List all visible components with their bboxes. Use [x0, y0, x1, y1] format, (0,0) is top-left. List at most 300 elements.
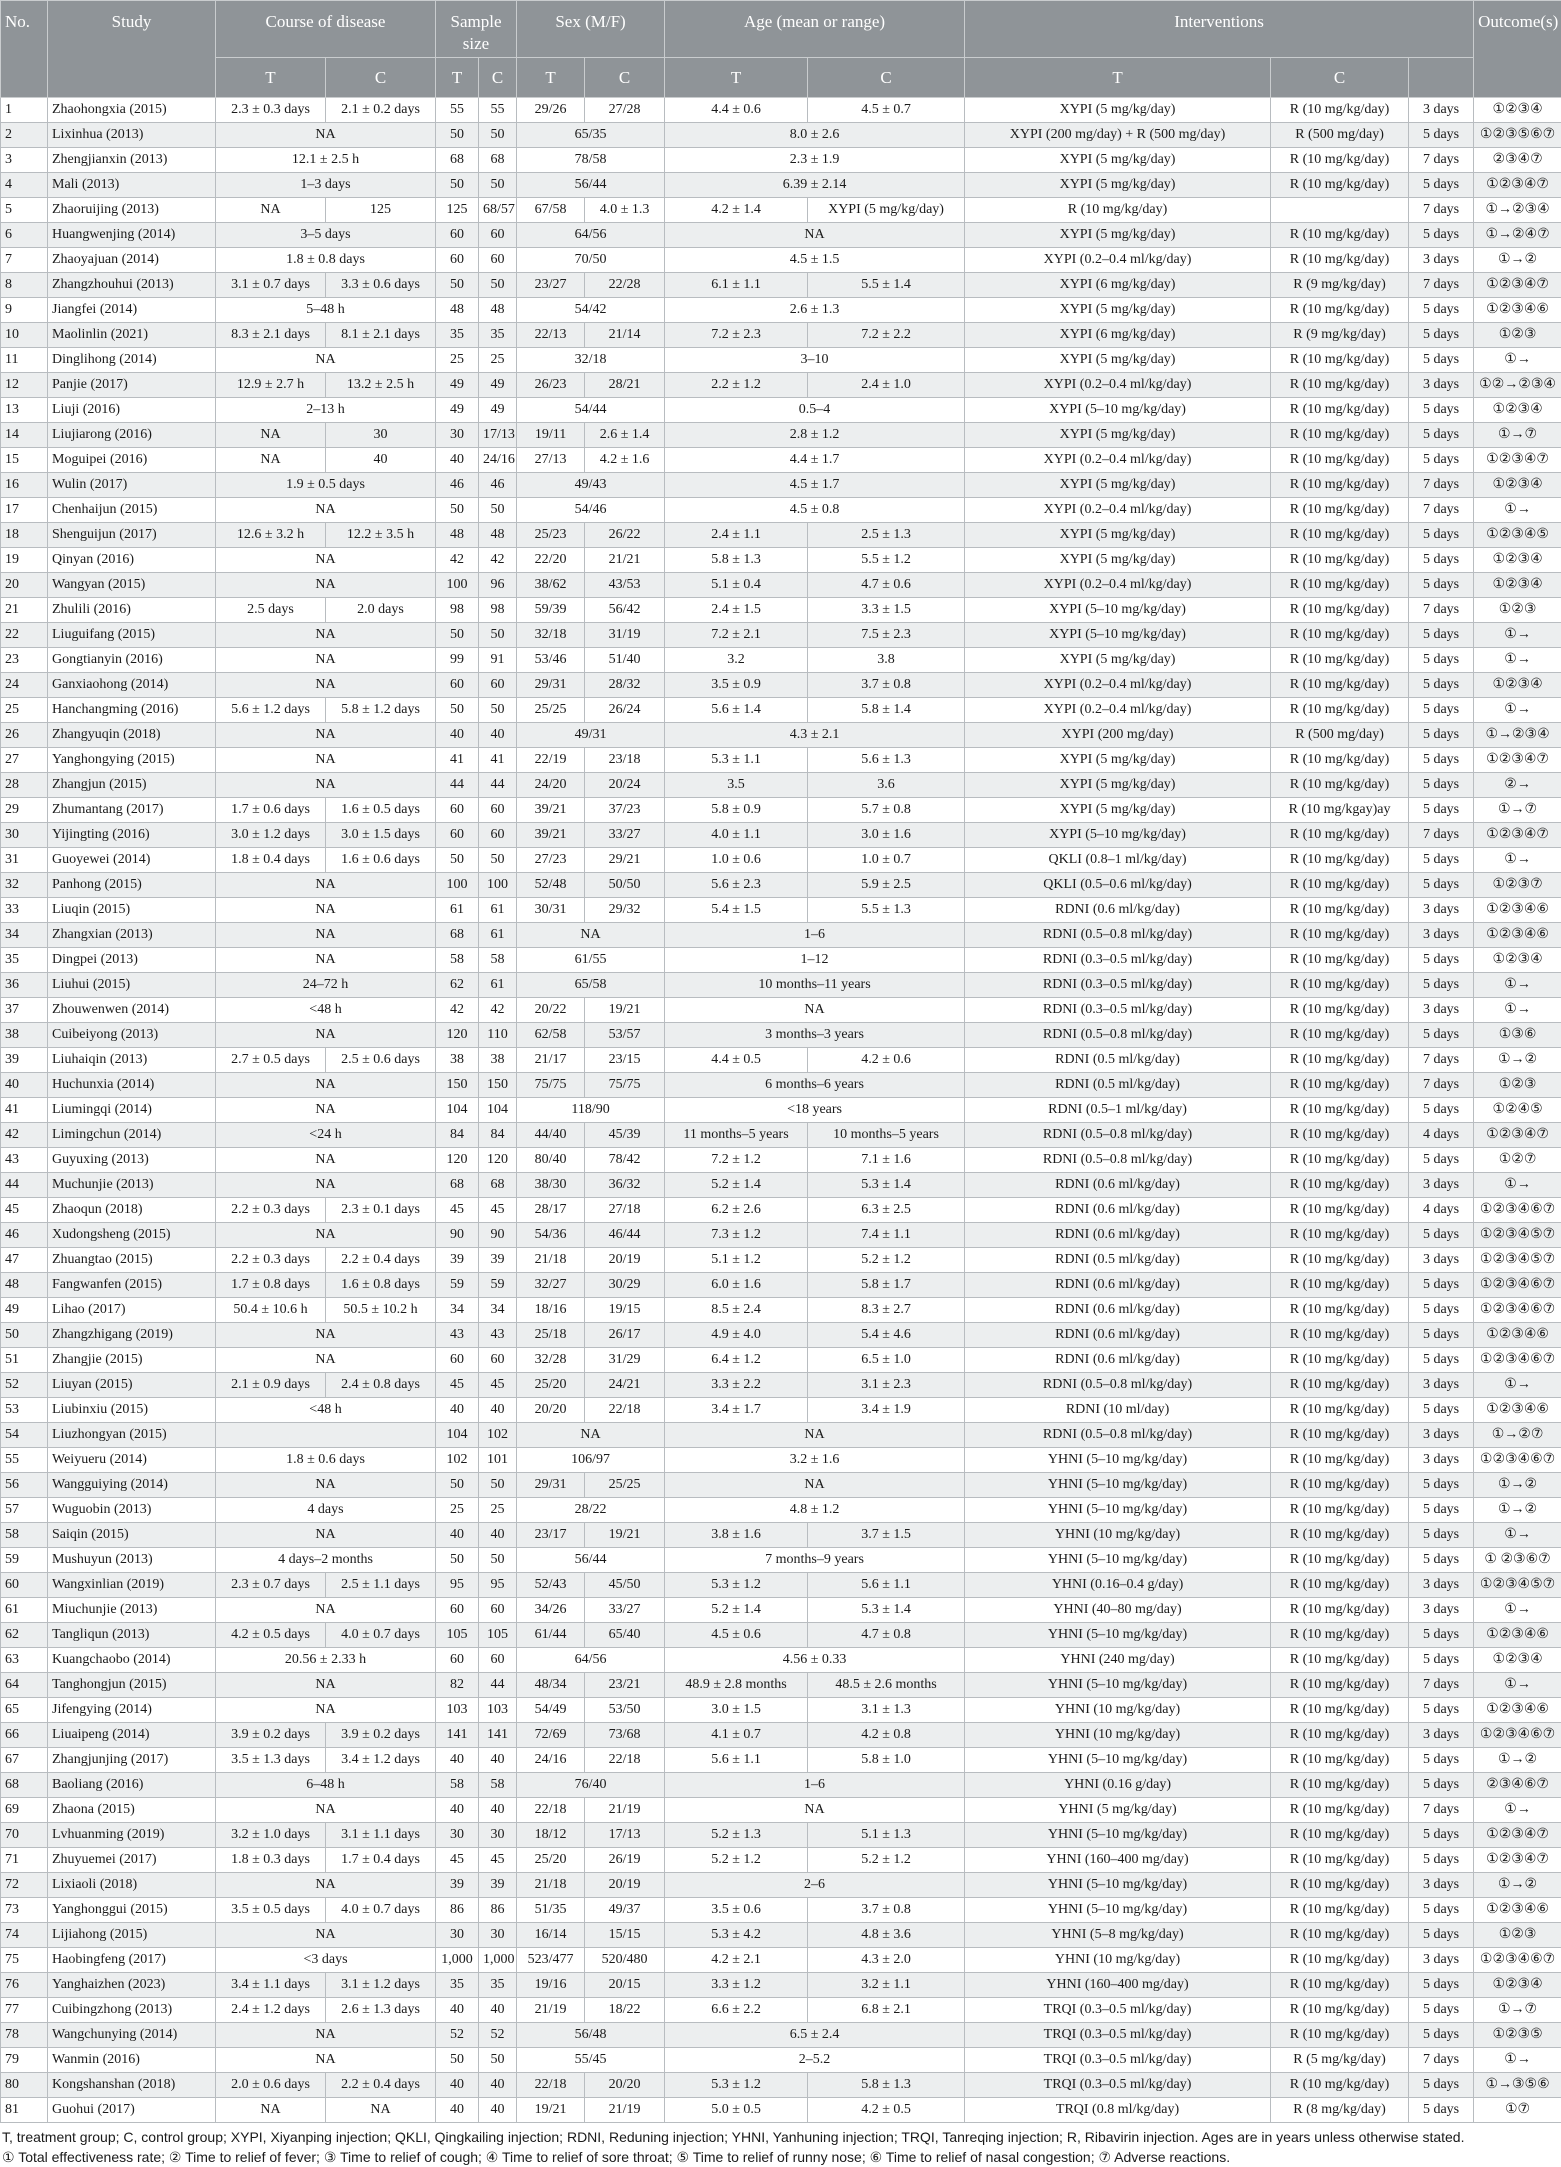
table-cell: <48 h — [216, 1398, 436, 1423]
table-cell: 5 days — [1409, 1823, 1474, 1848]
table-cell: 78 — [1, 2023, 48, 2048]
table-cell: 61 — [1, 1598, 48, 1623]
table-cell: RDNI (0.6 ml/kg/day) — [965, 1323, 1271, 1348]
table-cell: RDNI (0.5 ml/kg/day) — [965, 1248, 1271, 1273]
table-cell: 6.2 ± 2.6 — [665, 1198, 808, 1223]
table-cell: 3.2 — [665, 648, 808, 673]
table-cell: 2–5.2 — [665, 2048, 965, 2073]
table-cell: ①②③④⑦ — [1474, 273, 1561, 298]
table-cell: YHNI (0.16–0.4 g/day) — [965, 1573, 1271, 1598]
table-cell: 6.5 ± 1.0 — [808, 1348, 965, 1373]
table-cell: 5 days — [1409, 623, 1474, 648]
table-cell: Liuji (2016) — [48, 398, 216, 423]
table-cell: 3.4 ± 1.1 days — [216, 1973, 326, 1998]
table-cell: 4.2 ± 1.6 — [585, 448, 665, 473]
table-cell: RDNI (0.6 ml/kg/day) — [965, 1298, 1271, 1323]
subheader-c: C — [326, 58, 436, 98]
table-cell: ①→②⑦ — [1474, 1423, 1561, 1448]
table-cell: RDNI (0.5 ml/kg/day) — [965, 1048, 1271, 1073]
table-cell: NA — [216, 1698, 436, 1723]
table-cell: Lixiaoli (2018) — [48, 1873, 216, 1898]
header-age: Age (mean or range) — [665, 1, 965, 58]
table-cell: Miuchunjie (2013) — [48, 1598, 216, 1623]
table-cell: 50 — [479, 623, 517, 648]
table-cell: 61 — [479, 898, 517, 923]
table-cell: TRQI (0.3–0.5 ml/kg/day) — [965, 2073, 1271, 2098]
table-cell: RDNI (0.5–0.8 ml/kg/day) — [965, 1423, 1271, 1448]
table-cell: 6.0 ± 1.6 — [665, 1273, 808, 1298]
table-cell: 5.3 ± 1.2 — [665, 1573, 808, 1598]
table-cell: ①②③④⑦ — [1474, 448, 1561, 473]
table-cell: 54/42 — [517, 298, 665, 323]
subheader-c: C — [479, 58, 517, 98]
table-cell: NA — [216, 1323, 436, 1348]
table-cell: 39 — [1, 1048, 48, 1073]
table-row — [1, 448, 1561, 473]
table-cell: 3.9 ± 0.2 days — [216, 1723, 326, 1748]
table-cell: ①②③④ — [1474, 948, 1561, 973]
table-row — [1, 1348, 1561, 1373]
table-cell: ①②③ — [1474, 323, 1561, 348]
table-cell: R (10 mg/kg/day) — [1271, 1748, 1409, 1773]
table-cell: 3.0 ± 1.5 days — [326, 823, 436, 848]
table-cell: 5.2 ± 1.2 — [665, 1848, 808, 1873]
table-cell: 76 — [1, 1973, 48, 1998]
table-cell: 58 — [1, 1523, 48, 1548]
table-cell: 26/17 — [585, 1323, 665, 1348]
table-row — [1, 1173, 1561, 1198]
table-cell: 51/40 — [585, 648, 665, 673]
table-cell: 50 — [479, 1548, 517, 1573]
table-cell: 34/26 — [517, 1598, 585, 1623]
table-cell: 25 — [479, 348, 517, 373]
table-cell: YHNI (40–80 mg/day) — [965, 1598, 1271, 1623]
table-cell: 60 — [436, 673, 479, 698]
table-cell: NA — [216, 1348, 436, 1373]
table-cell: R (10 mg/kg/day) — [1271, 1323, 1409, 1348]
table-cell: 26 — [1, 723, 48, 748]
table-cell: NA — [216, 948, 436, 973]
table-cell: 35 — [436, 323, 479, 348]
table-cell: 5.8 ± 1.3 — [665, 548, 808, 573]
table-cell: 41 — [479, 748, 517, 773]
table-cell: YHNI (5–10 mg/kg/day) — [965, 1748, 1271, 1773]
table-cell: R (8 mg/kg/day) — [1271, 2098, 1409, 2123]
table-cell: 125 — [436, 198, 479, 223]
table-cell: R (10 mg/kg/day) — [1271, 1048, 1409, 1073]
table-cell: 72 — [1, 1873, 48, 1898]
table-row — [1, 1773, 1561, 1798]
table-cell: ①②③④⑦ — [1474, 1123, 1561, 1148]
table-cell: 38 — [1, 1023, 48, 1048]
table-cell: 19/21 — [517, 2098, 585, 2123]
header-sample-size: Sample size — [436, 1, 517, 58]
table-cell: 6–48 h — [216, 1773, 436, 1798]
table-cell: XYPI (200 mg/day) + R (500 mg/day) — [965, 123, 1271, 148]
table-cell: 1.6 ± 0.5 days — [326, 798, 436, 823]
table-cell: 59/39 — [517, 598, 585, 623]
table-cell: 29 — [1, 798, 48, 823]
table-row — [1, 1098, 1561, 1123]
table-row — [1, 1423, 1561, 1448]
table-cell: 4.7 ± 0.8 — [808, 1623, 965, 1648]
table-cell: 19/11 — [517, 423, 585, 448]
table-cell: 33/27 — [585, 1598, 665, 1623]
table-cell: 20.56 ± 2.33 h — [216, 1648, 436, 1673]
table-cell: 30/29 — [585, 1273, 665, 1298]
table-cell: 8.3 ± 2.7 — [808, 1298, 965, 1323]
table-cell: 5 days — [1409, 1323, 1474, 1348]
table-cell: 60 — [479, 823, 517, 848]
table-cell: 4.8 ± 3.6 — [808, 1923, 965, 1948]
table-cell: 7 days — [1409, 1673, 1474, 1698]
table-cell: 5.2 ± 1.4 — [665, 1173, 808, 1198]
table-cell: 44 — [479, 773, 517, 798]
table-cell: Liuzhongyan (2015) — [48, 1423, 216, 1448]
table-cell: 5 days — [1409, 2023, 1474, 2048]
table-cell: 5.5 ± 1.3 — [808, 898, 965, 923]
table-cell: NA — [216, 648, 436, 673]
table-cell: 6.8 ± 2.1 — [808, 1998, 965, 2023]
table-cell: 61 — [436, 898, 479, 923]
table-cell: 24/16 — [517, 1748, 585, 1773]
table-cell: 27/23 — [517, 848, 585, 873]
table-cell: 30 — [479, 1923, 517, 1948]
table-cell: Cuibeiyong (2013) — [48, 1023, 216, 1048]
table-cell: 101 — [479, 1448, 517, 1473]
table-cell: 20/15 — [585, 1973, 665, 1998]
table-cell: 5 days — [1409, 1023, 1474, 1048]
table-cell: 61/44 — [517, 1623, 585, 1648]
table-cell: Baoliang (2016) — [48, 1773, 216, 1798]
table-cell: 30 — [436, 1823, 479, 1848]
table-cell: 51/35 — [517, 1898, 585, 1923]
table-cell: ①②③④⑤⑦ — [1474, 1573, 1561, 1598]
table-cell: 74 — [1, 1923, 48, 1948]
table-cell: 7.1 ± 1.6 — [808, 1148, 965, 1173]
table-cell: ①→② — [1474, 248, 1561, 273]
table-cell: XYPI (5 mg/kg/day) — [965, 523, 1271, 548]
table-cell: RDNI (0.6 ml/kg/day) — [965, 1223, 1271, 1248]
table-cell: YHNI (5–8 mg/kg/day) — [965, 1923, 1271, 1948]
table-row — [1, 1898, 1561, 1923]
table-cell: 40 — [479, 2073, 517, 2098]
table-cell: R (10 mg/kg/day) — [1271, 973, 1409, 998]
table-cell: R (500 mg/day) — [1271, 723, 1409, 748]
table-cell: 24 — [1, 673, 48, 698]
table-cell: Chenhaijun (2015) — [48, 498, 216, 523]
table-cell: R (10 mg/kg/day) — [1271, 1798, 1409, 1823]
table-cell: ①②③④⑥ — [1474, 1898, 1561, 1923]
table-cell: 68 — [1, 1773, 48, 1798]
table-cell: NA — [665, 223, 965, 248]
table-cell: 40 — [1, 1073, 48, 1098]
table-cell: NA — [216, 1673, 436, 1698]
table-row — [1, 1073, 1561, 1098]
table-cell: 90 — [479, 1223, 517, 1248]
table-cell: ①②③④⑥⑦ — [1474, 1723, 1561, 1748]
table-cell: Fangwanfen (2015) — [48, 1273, 216, 1298]
table-cell: 100 — [479, 873, 517, 898]
table-cell: 19/15 — [585, 1298, 665, 1323]
table-cell: 3.0 ± 1.5 — [665, 1698, 808, 1723]
table-cell: 3 days — [1409, 898, 1474, 923]
table-cell: 3.2 ± 1.6 — [665, 1448, 965, 1473]
table-cell: 50 — [436, 1548, 479, 1573]
table-cell: 57 — [1, 1498, 48, 1523]
table-cell: R (10 mg/kg/day) — [1271, 573, 1409, 598]
table-cell: 19/21 — [585, 998, 665, 1023]
table-cell: ①②③④⑥ — [1474, 1698, 1561, 1723]
table-cell: NA — [216, 923, 436, 948]
table-cell: NA — [216, 773, 436, 798]
table-cell: 42 — [436, 998, 479, 1023]
table-cell: ①→ — [1474, 1173, 1561, 1198]
table-cell: 3.7 ± 1.5 — [808, 1523, 965, 1548]
table-cell: Zhuyuemei (2017) — [48, 1848, 216, 1873]
table-row — [1, 748, 1561, 773]
table-cell: 37 — [1, 998, 48, 1023]
table-cell: NA — [216, 1798, 436, 1823]
table-cell: 64/56 — [517, 1648, 665, 1673]
table-cell: XYPI (5 mg/kg/day) — [965, 473, 1271, 498]
table-cell: 110 — [479, 1023, 517, 1048]
table-cell: 7 days — [1409, 273, 1474, 298]
table-cell: 5 days — [1409, 323, 1474, 348]
table-cell: 4.5 ± 0.7 — [808, 98, 965, 123]
table-cell: Moguipei (2016) — [48, 448, 216, 473]
table-cell: 65/58 — [517, 973, 665, 998]
table-cell: 21/14 — [585, 323, 665, 348]
table-cell: 70/50 — [517, 248, 665, 273]
table-cell: 42 — [1, 1123, 48, 1148]
table-cell: 28/22 — [517, 1498, 665, 1523]
table-cell: 45 — [1, 1198, 48, 1223]
table-row — [1, 548, 1561, 573]
table-cell: 26/24 — [585, 698, 665, 723]
table-cell: 120 — [479, 1148, 517, 1173]
table-cell: ①→ — [1474, 848, 1561, 873]
table-cell: 12.1 ± 2.5 h — [216, 148, 436, 173]
table-cell: Haobingfeng (2017) — [48, 1948, 216, 1973]
table-cell: YHNI (5–10 mg/kg/day) — [965, 1673, 1271, 1698]
table-cell: 20/24 — [585, 773, 665, 798]
table-cell: 44 — [436, 773, 479, 798]
table-cell: Huchunxia (2014) — [48, 1073, 216, 1098]
table-cell: Tanghongjun (2015) — [48, 1673, 216, 1698]
subheader-t: T — [517, 58, 585, 98]
table-cell: 52 — [1, 1373, 48, 1398]
table-cell: 1–12 — [665, 948, 965, 973]
table-cell: 43 — [479, 1323, 517, 1348]
table-cell: ①②③④⑥ — [1474, 1398, 1561, 1423]
subheader-t: T — [436, 58, 479, 98]
table-cell: 68 — [436, 1173, 479, 1198]
table-cell: 141 — [479, 1723, 517, 1748]
table-cell: 3.1 ± 0.7 days — [216, 273, 326, 298]
table-cell: 5 days — [1409, 573, 1474, 598]
table-cell: Huangwenjing (2014) — [48, 223, 216, 248]
table-cell: 45 — [436, 1373, 479, 1398]
table-cell: Yijingting (2016) — [48, 823, 216, 848]
table-cell: 7 days — [1409, 1073, 1474, 1098]
table-cell: XYPI (6 mg/kg/day) — [965, 273, 1271, 298]
table-cell: NA — [216, 198, 326, 223]
table-cell: 6.39 ± 2.14 — [665, 173, 965, 198]
table-cell: 5.6 ± 1.4 — [665, 698, 808, 723]
table-cell: 5.8 ± 1.4 — [808, 698, 965, 723]
table-cell: 6 — [1, 223, 48, 248]
table-cell: 15 — [1, 448, 48, 473]
table-row — [1, 673, 1561, 698]
table-row — [1, 1923, 1561, 1948]
table-cell: 52 — [436, 2023, 479, 2048]
table-row — [1, 1748, 1561, 1773]
table-cell: 102 — [436, 1448, 479, 1473]
table-cell: 6.4 ± 1.2 — [665, 1348, 808, 1373]
table-cell: 7.2 ± 2.1 — [665, 623, 808, 648]
table-cell: NA — [517, 923, 665, 948]
table-cell: XYPI (5–10 mg/kg/day) — [965, 398, 1271, 423]
table-cell: 60 — [479, 223, 517, 248]
table-cell: XYPI (5 mg/kg/day) — [965, 773, 1271, 798]
table-cell: ①②⑦ — [1474, 1148, 1561, 1173]
table-cell: 150 — [479, 1073, 517, 1098]
table-cell: 8.1 ± 2.1 days — [326, 323, 436, 348]
table-cell: Wangxinlian (2019) — [48, 1573, 216, 1598]
table-cell: 38 — [436, 1048, 479, 1073]
table-cell: R (10 mg/kg/day) — [1271, 598, 1409, 623]
table-cell: 5 days — [1409, 548, 1474, 573]
table-cell: R (10 mg/kg/day) — [1271, 998, 1409, 1023]
table-cell: 10 — [1, 323, 48, 348]
table-cell: 7 days — [1409, 198, 1474, 223]
table-cell: 47 — [1, 1248, 48, 1273]
table-cell: 3 — [1, 148, 48, 173]
table-cell: Limingchun (2014) — [48, 1123, 216, 1148]
table-cell: ①→⑦ — [1474, 1998, 1561, 2023]
table-cell: R (10 mg/kg/day) — [1271, 1198, 1409, 1223]
table-cell: 16 — [1, 473, 48, 498]
table-cell: 7.2 ± 1.2 — [665, 1148, 808, 1173]
table-cell: 5 days — [1409, 1548, 1474, 1573]
table-cell: 23/21 — [585, 1673, 665, 1698]
table-cell: 50 — [479, 698, 517, 723]
table-cell: 4.9 ± 4.0 — [665, 1323, 808, 1348]
table-cell: NA — [216, 573, 436, 598]
table-cell: 45/50 — [585, 1573, 665, 1598]
table-cell: 48 — [479, 298, 517, 323]
table-cell: 3 months–3 years — [665, 1023, 965, 1048]
table-cell: 18 — [1, 523, 48, 548]
table-cell: 36 — [1, 973, 48, 998]
table-cell: 3.8 ± 1.6 — [665, 1523, 808, 1548]
table-cell: 23/18 — [585, 748, 665, 773]
table-cell: ①②③④ — [1474, 573, 1561, 598]
table-cell: Liuhaiqin (2013) — [48, 1048, 216, 1073]
table-cell: ①→② — [1474, 1048, 1561, 1073]
table-cell: R (10 mg/kg/day) — [1271, 848, 1409, 873]
table-cell: 3.6 — [808, 773, 965, 798]
table-cell: ①②③④ — [1474, 548, 1561, 573]
table-row — [1, 1298, 1561, 1323]
table-cell: 523/477 — [517, 1948, 585, 1973]
table-cell: <18 years — [665, 1098, 965, 1123]
table-cell: XYPI (5–10 mg/kg/day) — [965, 598, 1271, 623]
table-cell: XYPI (5 mg/kg/day) — [965, 548, 1271, 573]
table-cell: 29/31 — [517, 673, 585, 698]
table-cell: 54/46 — [517, 498, 665, 523]
table-cell: 6.1 ± 1.1 — [665, 273, 808, 298]
table-cell: 76/40 — [517, 1773, 665, 1798]
table-cell: 3.2 ± 1.0 days — [216, 1823, 326, 1848]
table-cell: 53 — [1, 1398, 48, 1423]
table-cell: YHNI (10 mg/kg/day) — [965, 1948, 1271, 1973]
table-cell: 75 — [1, 1948, 48, 1973]
table-cell: 4.2 ± 0.5 days — [216, 1623, 326, 1648]
table-cell: 73 — [1, 1898, 48, 1923]
table-row — [1, 1523, 1561, 1548]
table-cell: 7 months–9 years — [665, 1548, 965, 1573]
table-cell: 103 — [436, 1698, 479, 1723]
table-cell: YHNI (5–10 mg/kg/day) — [965, 1823, 1271, 1848]
table-cell: 45/39 — [585, 1123, 665, 1148]
table-cell: 5 days — [1409, 423, 1474, 448]
table-cell: 4 days — [216, 1498, 436, 1523]
table-cell: 48.5 ± 2.6 months — [808, 1673, 965, 1698]
table-cell: XYPI (0.2–0.4 ml/kg/day) — [965, 448, 1271, 473]
table-cell: 22/20 — [517, 548, 585, 573]
table-cell: 67 — [1, 1748, 48, 1773]
table-cell: TRQI (0.3–0.5 ml/kg/day) — [965, 2023, 1271, 2048]
table-cell: 150 — [436, 1073, 479, 1098]
table-cell: 21/19 — [517, 1998, 585, 2023]
table-cell: ① ②③⑥⑦ — [1474, 1548, 1561, 1573]
table-cell: NA — [665, 1423, 965, 1448]
table-cell: R (10 mg/kg/day) — [1271, 1148, 1409, 1173]
table-cell: 3 days — [1409, 1423, 1474, 1448]
table-cell: 8 — [1, 273, 48, 298]
table-row — [1, 98, 1561, 123]
table-cell: R (10 mg/kg/day) — [1271, 1073, 1409, 1098]
table-cell: 105 — [436, 1623, 479, 1648]
table-cell: 3 days — [1409, 248, 1474, 273]
table-cell: ①→ — [1474, 648, 1561, 673]
table-cell: 45 — [479, 1373, 517, 1398]
table-cell: 49 — [479, 398, 517, 423]
table-cell: R (10 mg/kg/day) — [1271, 398, 1409, 423]
table-cell: 39 — [436, 1248, 479, 1273]
table-cell: 3 days — [1409, 1723, 1474, 1748]
table-cell: 5.2 ± 1.3 — [665, 1823, 808, 1848]
table-cell: 22/28 — [585, 273, 665, 298]
table-cell: Yanghonggui (2015) — [48, 1898, 216, 1923]
table-cell: 99 — [436, 648, 479, 673]
table-cell: 53/50 — [585, 1698, 665, 1723]
table-cell: 59 — [1, 1548, 48, 1573]
table-cell: Zhangjun (2015) — [48, 773, 216, 798]
table-cell: R (10 mg/kg/day) — [1271, 1348, 1409, 1373]
table-cell: Liuhui (2015) — [48, 973, 216, 998]
table-cell: 24–72 h — [216, 973, 436, 998]
table-cell: 22/18 — [517, 2073, 585, 2098]
table-cell: 43 — [436, 1323, 479, 1348]
table-cell: 5 days — [1409, 1698, 1474, 1723]
table-cell: 5 days — [1409, 1848, 1474, 1873]
table-cell: 0.5–4 — [665, 398, 965, 423]
table-cell: 28/21 — [585, 373, 665, 398]
table-cell: R (10 mg/kg/day) — [1271, 1923, 1409, 1948]
